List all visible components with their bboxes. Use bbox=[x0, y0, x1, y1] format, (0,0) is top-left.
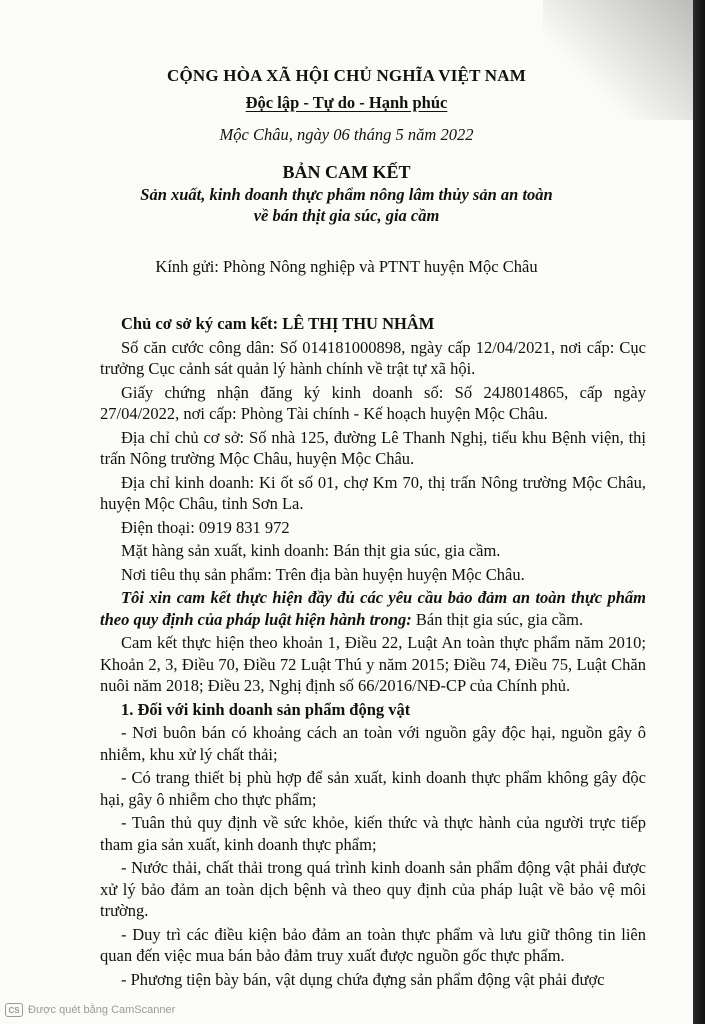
commitment-tail: Bán thịt gia súc, gia cầm. bbox=[411, 609, 584, 629]
section-1-item: - Có trang thiết bị phù hợp để sản xuất, kinh doanh thực phẩm không gây độc hại, gây ô nhiễm cho thực phẩm; bbox=[100, 768, 646, 809]
phone-paragraph: Điện thoại: 0919 831 972 bbox=[121, 517, 290, 537]
recipient-line: Kính gửi: Phòng Nông nghiệp và PTNT huyện Mộc Châu bbox=[155, 257, 538, 276]
owner-label: Chủ cơ sở ký cam kết: bbox=[121, 314, 279, 333]
business-address-paragraph: Địa chỉ kinh doanh: Ki ốt số 01, chợ Km 70, thị trấn Nông trường Mộc Châu, huyện Mộc Châu, tỉnh Sơn La. bbox=[100, 472, 646, 513]
section-1-item: - Phương tiện bày bán, vật dụng chứa đựng sản phẩm động vật phải được bbox=[121, 969, 605, 989]
section-1-item: - Nước thải, chất thải trong quá trình kinh doanh sản phẩm động vật phải được xử lý bảo đảm an toàn dịch bệnh và theo quy định của pháp luật về bảo vệ môi trường. bbox=[100, 858, 646, 920]
national-title: CỘNG HÒA XÃ HỘI CHỦ NGHĨA VIỆT NAM bbox=[167, 66, 526, 85]
owner-address-paragraph: Địa chỉ chủ cơ sở: Số nhà 125, đường Lê Thanh Nghị, tiểu khu Bệnh viện, thị trấn Nông trường Mộc Châu, huyện Mộc Châu. bbox=[100, 427, 646, 468]
subtitle-line-2: về bán thịt gia súc, gia cầm bbox=[253, 206, 440, 225]
camscanner-icon: CS bbox=[5, 1003, 23, 1017]
id-card-paragraph: Số căn cước công dân: Số 014181000898, ngày cấp 12/04/2021, nơi cấp: Cục trưởng Cục cảnh sát quản lý hành chính về trật tự xã hội. bbox=[100, 337, 646, 378]
camscanner-text: Được quét bằng CamScanner bbox=[28, 1004, 176, 1016]
owner-name: LÊ THỊ THU NHÂM bbox=[282, 314, 435, 333]
section-1-item: - Tuân thủ quy định về sức khỏe, kiến thức và thực hành của người trực tiếp tham gia sản xuất, kinh doanh thực phẩm; bbox=[100, 813, 646, 854]
section-1-item: - Duy trì các điều kiện bảo đảm an toàn thực phẩm và lưu giữ thông tin liên quan đến việc mua bán bảo đảm truy xuất được nguồn gốc thực phẩm. bbox=[100, 924, 646, 965]
national-motto: Độc lập - Tự do - Hạnh phúc bbox=[245, 93, 448, 112]
commitment-lead: Tôi xin cam kết thực hiện đầy đủ các yêu cầu bảo đảm an toàn thực phẩm theo quy định của pháp luật hiện hành trong: bbox=[100, 588, 646, 629]
document-header bbox=[0, 66, 693, 113]
subtitle-line-1: Sản xuất, kinh doanh thực phẩm nông lâm thủy sản an toàn bbox=[140, 185, 553, 204]
document-body bbox=[100, 313, 646, 992]
section-1-heading: 1. Đối với kinh doanh sản phẩm động vật bbox=[121, 699, 411, 719]
camscanner-watermark bbox=[5, 1003, 175, 1017]
business-cert-paragraph: Giấy chứng nhận đăng ký kinh doanh số: Số 24J8014865, cấp ngày 27/04/2022, nơi cấp: Phòng Tài chính - Kế hoạch huyện Mộc Châu. bbox=[100, 382, 646, 423]
section-1-item: - Nơi buôn bán có khoảng cách an toàn với nguồn gây độc hại, nguồn gây ô nhiễm, khu xử lý chất thải; bbox=[100, 723, 646, 764]
legal-basis-paragraph: Cam kết thực hiện theo khoản 1, Điều 22, Luật An toàn thực phẩm năm 2010; Khoản 2, 3, Điều 70, Điều 72 Luật Thú y năm 2015; Điều 74, Điều 75, Luật Chăn nuôi năm 2018; Điều 23, Nghị định số 66/2016/NĐ-CP của Chính phủ. bbox=[100, 633, 646, 695]
owner-line bbox=[100, 313, 646, 335]
scanner-background bbox=[693, 0, 705, 1024]
document-title: BẢN CAM KẾT bbox=[282, 162, 411, 182]
consumption-paragraph: Nơi tiêu thụ sản phẩm: Trên địa bàn huyện huyện Mộc Châu. bbox=[121, 564, 525, 584]
document-subtitle bbox=[0, 184, 693, 226]
products-paragraph: Mặt hàng sản xuất, kinh doanh: Bán thịt gia súc, gia cầm. bbox=[121, 541, 501, 560]
place-date: Mộc Châu, ngày 06 tháng 5 năm 2022 bbox=[219, 125, 474, 144]
commitment-paragraph bbox=[100, 587, 646, 630]
